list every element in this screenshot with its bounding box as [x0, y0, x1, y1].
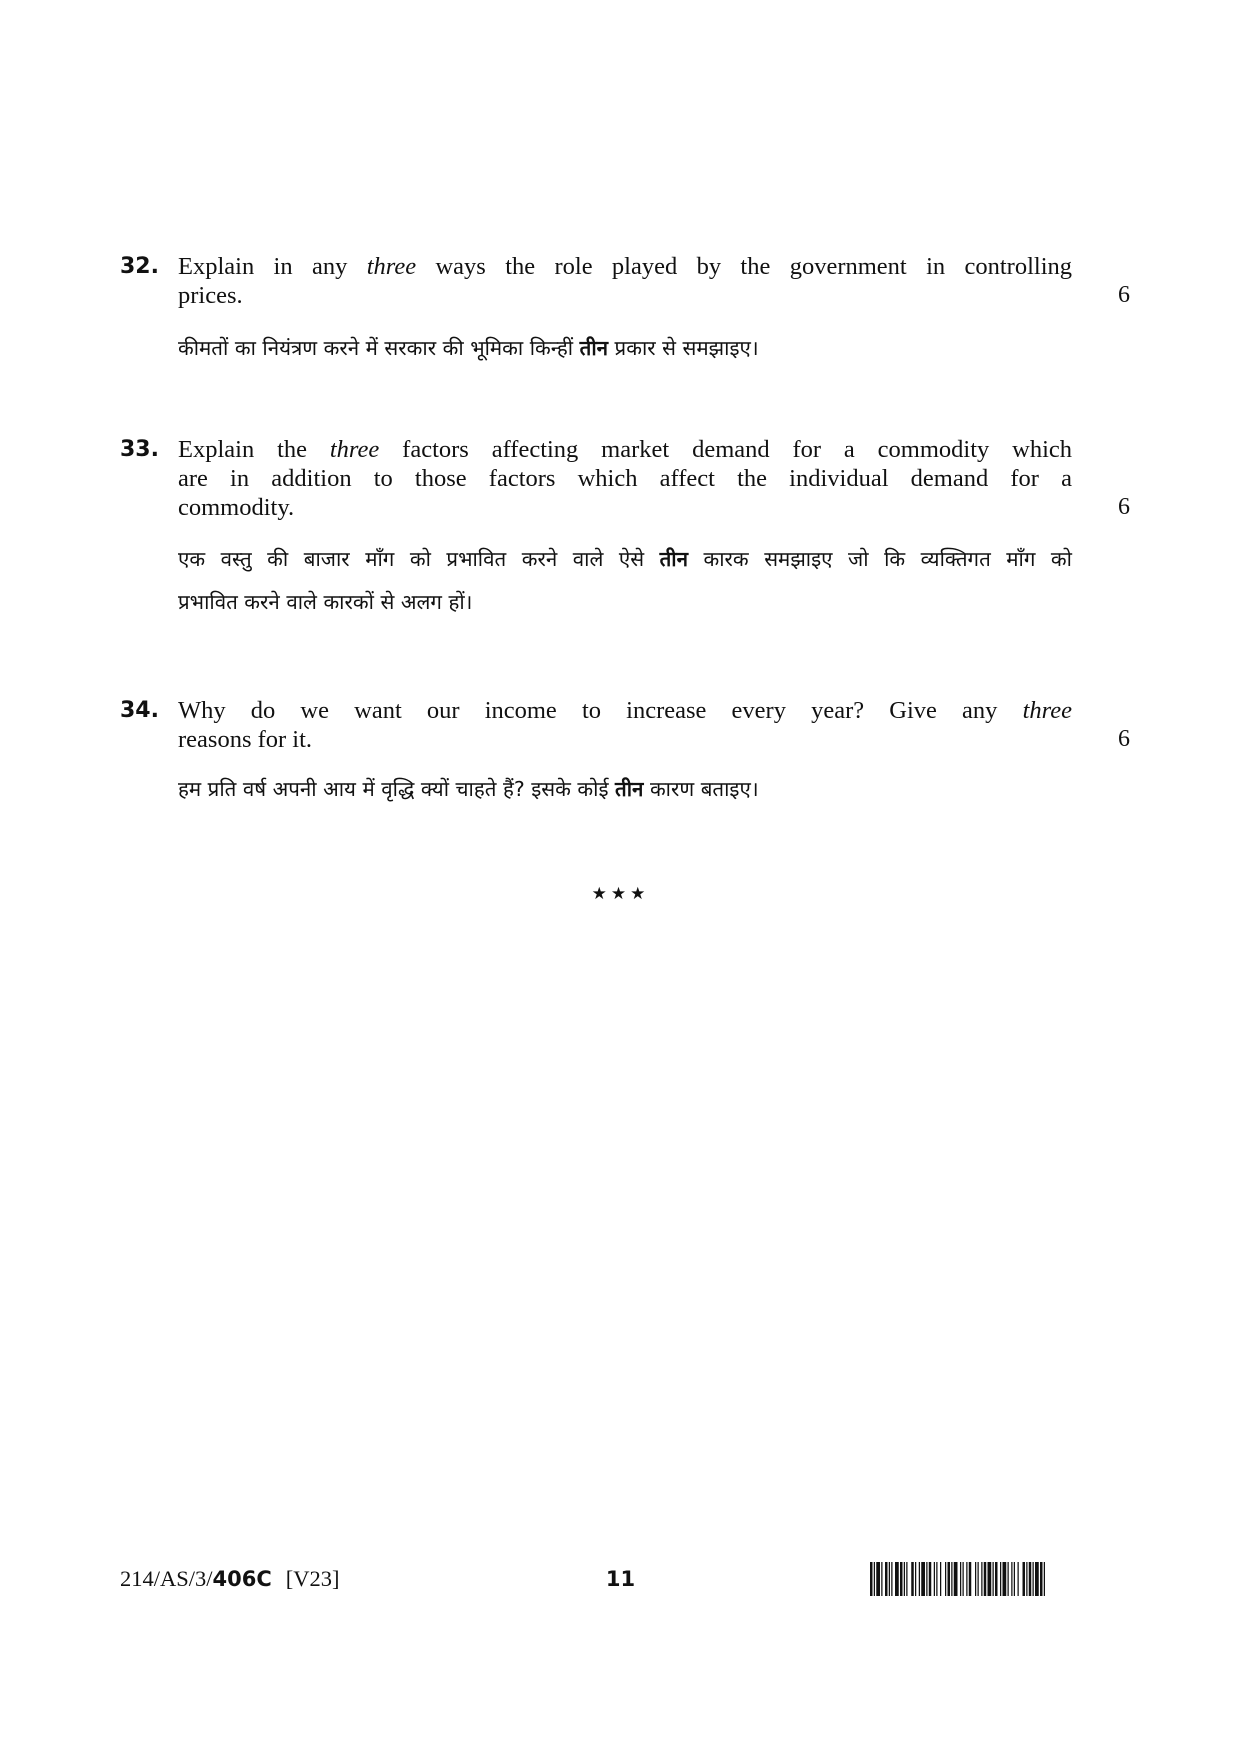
barcode-bar [876, 1562, 880, 1596]
barcode-bar [993, 1562, 994, 1596]
question-text-hindi [178, 327, 1072, 370]
barcode-bar [895, 1562, 899, 1596]
question-32 [120, 252, 1130, 362]
barcode-bar [870, 1562, 873, 1596]
question-line: are in addition to those factors which affect the individual demand for a [178, 465, 1072, 492]
barcode-bar [934, 1562, 935, 1596]
text-run: कारक समझाइए जो कि व्यक्तिगत माँग को [687, 547, 1072, 571]
barcode-bar [954, 1562, 958, 1596]
question-34 [120, 696, 1130, 816]
barcode-bar [891, 1562, 892, 1596]
question-number: 34. [120, 698, 159, 723]
question-text-hindi [178, 538, 1072, 624]
barcode-bar [975, 1562, 976, 1596]
bold-text: तीन [579, 336, 609, 360]
question-line: prices. [178, 282, 243, 309]
barcode-bar [984, 1562, 987, 1596]
question-number: 33. [120, 437, 159, 462]
barcode-bar [889, 1562, 890, 1596]
barcode-bar [906, 1562, 907, 1596]
page-number: 11 [605, 1567, 636, 1591]
barcode-bar [915, 1562, 916, 1596]
barcode-bar [1023, 1562, 1026, 1596]
text-run: कीमतों का नियंत्रण करने में सरकार की भूमिका किन्हीं [178, 336, 580, 360]
barcode-bar [988, 1562, 992, 1596]
section-end-stars: ★★★ [591, 884, 650, 904]
emphasis-text: three [366, 253, 417, 280]
barcode-bar [1026, 1562, 1027, 1596]
marks: 6 [1118, 282, 1130, 308]
barcode-bar [995, 1562, 998, 1596]
paper-code-prefix: 214/AS/3/ [120, 1566, 213, 1591]
marks: 6 [1118, 494, 1130, 520]
barcode-bar [981, 1562, 982, 1596]
barcode-bar [966, 1562, 967, 1596]
version-label: [V23] [285, 1566, 340, 1591]
barcode-bar [1011, 1562, 1012, 1596]
paper-code-bold: 406C [212, 1567, 272, 1591]
barcode-bar [969, 1562, 972, 1596]
question-line [178, 252, 1072, 281]
barcode-bar [978, 1562, 979, 1596]
barcode-bar [1033, 1562, 1034, 1596]
question-line [178, 538, 1072, 581]
barcode-bar [926, 1562, 927, 1596]
text-run: factors affecting market demand for a commodity which [379, 436, 1073, 463]
barcode-bar [1035, 1562, 1039, 1596]
barcode-bar [929, 1562, 932, 1596]
bold-text: तीन [659, 547, 688, 571]
question-33 [120, 435, 1130, 635]
barcode-bar [1000, 1562, 1001, 1596]
question-text-hindi [178, 768, 1072, 811]
barcode-bar [900, 1562, 903, 1596]
barcode-bar [936, 1562, 937, 1596]
text-run: कारण बताइए। [643, 777, 759, 801]
barcode-bar [911, 1562, 914, 1596]
question-text-english [178, 435, 1072, 522]
barcode-bar [1018, 1562, 1019, 1596]
barcode-bar [963, 1562, 964, 1596]
emphasis-text: three [1022, 697, 1072, 724]
barcode-bar [874, 1562, 875, 1596]
barcode-bar [1029, 1562, 1032, 1596]
barcode-bar [1014, 1562, 1015, 1596]
barcode-bar [885, 1562, 888, 1596]
barcode-image [870, 1562, 1132, 1596]
text-run: हम प्रति वर्ष अपनी आय में वृद्धि क्यों चाहते हैं? इसके कोई [178, 777, 616, 801]
question-line: reasons for it. [178, 726, 313, 753]
barcode-bar [1003, 1562, 1007, 1596]
text-run: ways the role played by the government in controlling [416, 253, 1073, 280]
barcode-bar [904, 1562, 905, 1596]
question-line [178, 435, 1072, 464]
text-run: Explain the [178, 436, 330, 463]
question-text-english [178, 252, 1072, 310]
text-run: Why do we want our income to increase every year? Give any [178, 697, 1023, 724]
barcode-bar [919, 1562, 920, 1596]
barcode-bar [948, 1562, 951, 1596]
text-run: प्रकार से समझाइए। [608, 336, 759, 360]
barcode-bar [951, 1562, 952, 1596]
emphasis-text: three [329, 436, 380, 463]
text-run: Explain in any [178, 253, 367, 280]
text-run: एक वस्तु की बाजार माँग को प्रभावित करने वाले ऐसे [178, 547, 660, 571]
question-line: प्रभावित करने वाले कारकों से अलग हों। [178, 590, 473, 614]
marks: 6 [1118, 726, 1130, 752]
barcode-bar [1008, 1562, 1009, 1596]
barcode-bar [1044, 1562, 1045, 1596]
barcode-bar [881, 1562, 882, 1596]
barcode-bar [1040, 1562, 1043, 1596]
barcode-bar [940, 1562, 941, 1596]
question-number: 32. [120, 254, 159, 279]
barcode-bar [960, 1562, 961, 1596]
question-line [178, 696, 1072, 725]
question-text-english [178, 696, 1072, 754]
bold-text: तीन [615, 777, 644, 801]
barcode-bar [945, 1562, 946, 1596]
question-line: commodity. [178, 494, 295, 521]
barcode-bar [921, 1562, 925, 1596]
